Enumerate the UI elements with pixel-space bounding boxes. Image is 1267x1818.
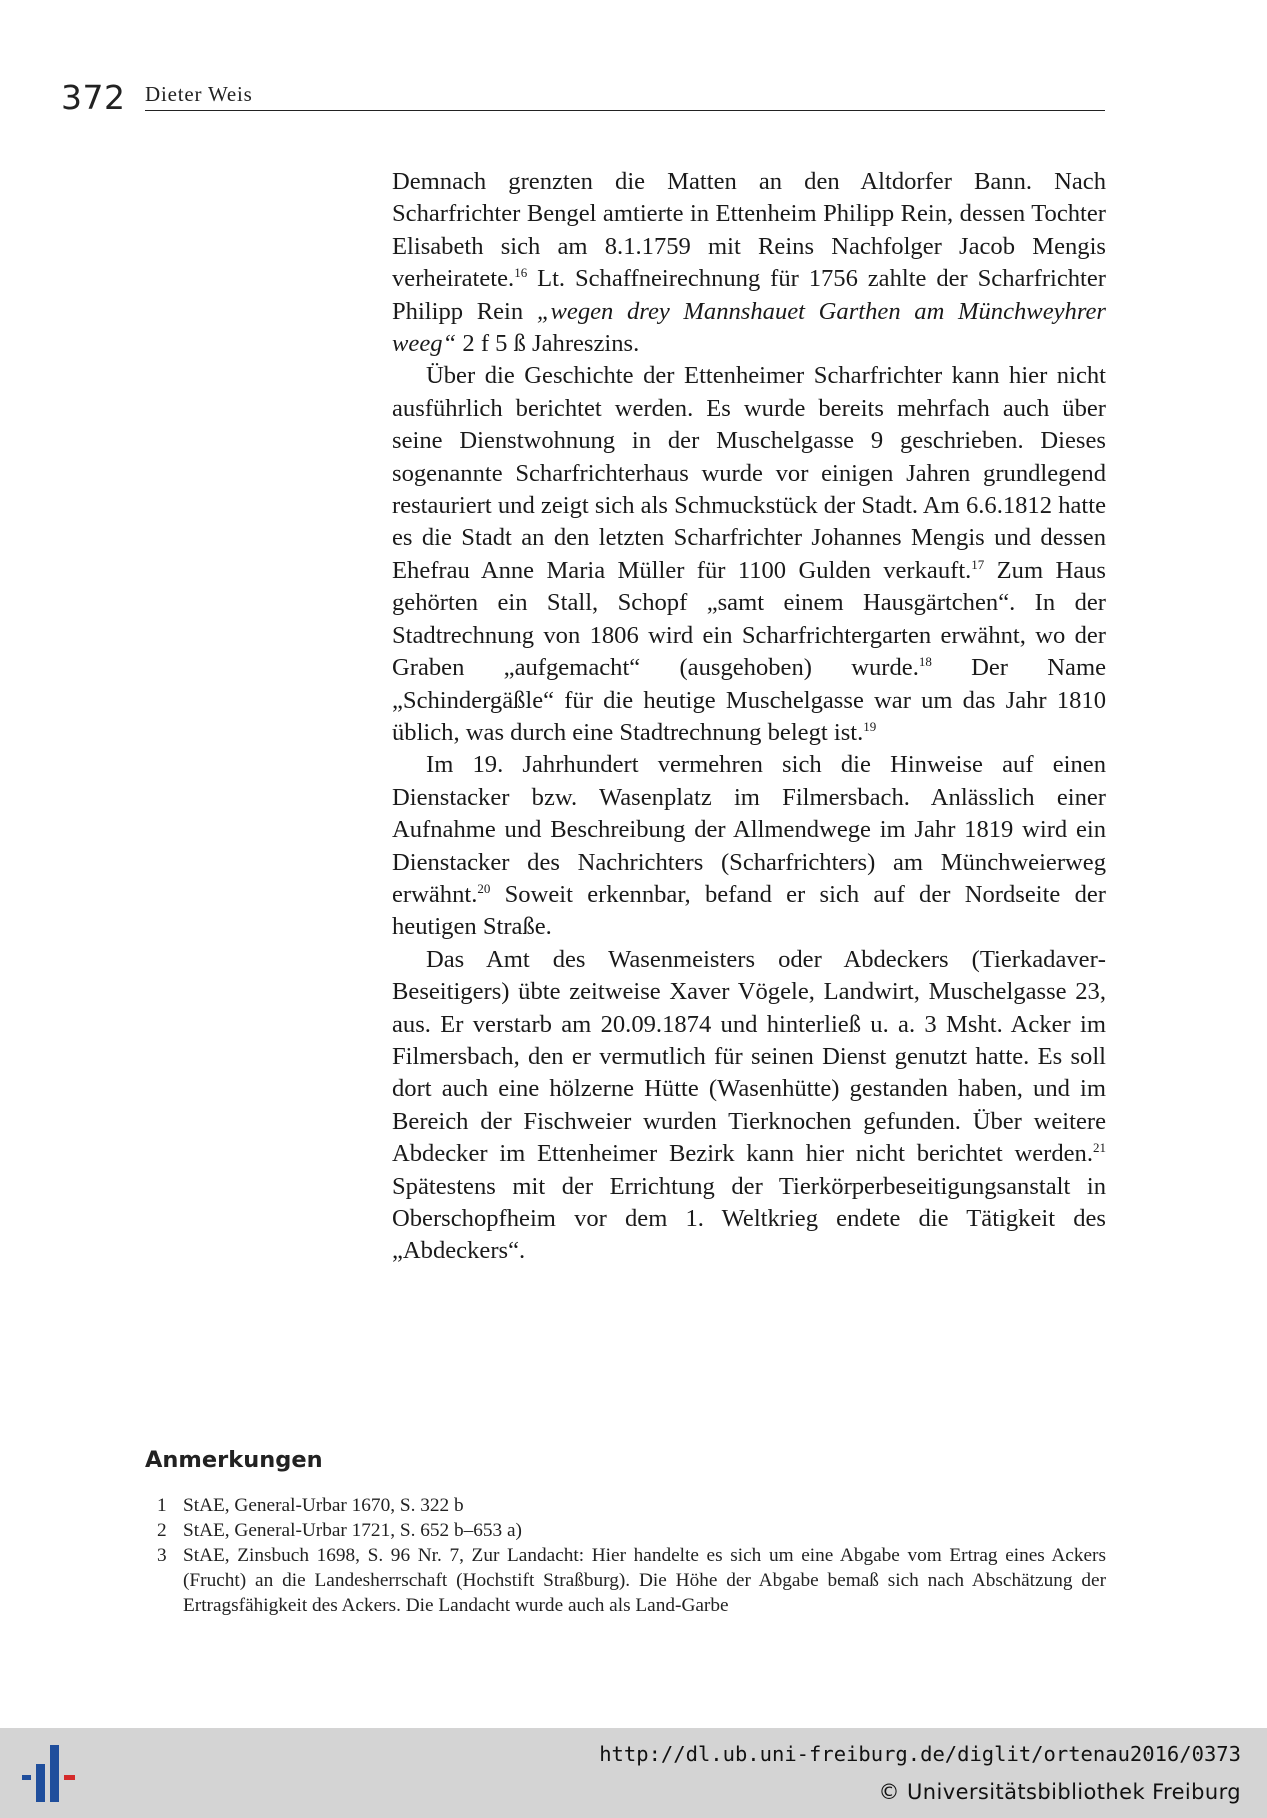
note-text: StAE, Zinsbuch 1698, S. 96 Nr. 7, Zur Landacht: Hier handelte es sich um eine Abgabe vom Ertrag eines Ackers (Frucht) an die Landesherrschaft (Hochstift Straßburg). Die Höhe der Abgabe bemaß sich nach Abschätzung der Ertragsfähigkeit des Ackers. Die Landacht wurde auch als Land-Garbe [183, 1545, 1106, 1616]
ub-freiburg-logo-icon [16, 1739, 82, 1809]
notes-heading: Anmerkungen [145, 1447, 323, 1473]
text-run: Spätestens mit der Errichtung der Tierkörperbeseitigungsanstalt in Oberschopfheim vor dem 1. Weltkrieg endete die Tätigkeit des „Abdeckers“. [392, 1172, 1106, 1265]
notes-list [145, 1493, 1106, 1618]
note-item [145, 1543, 1106, 1618]
quotation: „wegen drey Mannshauet Garthen am Münchweyhrer weeg“ [392, 297, 1106, 358]
text-run: Im 19. Jahrhundert vermehren sich die Hinweise auf einen Dienstacker bzw. Wasenplatz im Filmersbach. Anlässlich einer Aufnahme und Beschreibung der Allmendwege im Jahr 1819 wird ein Dienstacker des Nachrichters (Scharfrichters) am Münchweierweg erwähnt. [392, 751, 1106, 908]
note-number: 2 [157, 1520, 167, 1541]
body-text [392, 166, 1106, 1268]
text-run: Zum Haus gehörten ein Stall, Schopf „samt einem Hausgärtchen“. In der Stadtrechnung von 1806 wird ein Scharfrichtergarten erwähnt, wo der Graben „aufgemacht“ (ausgehoben) wurde. [392, 556, 1106, 682]
text-run: Das Amt des Wasenmeisters oder Abdeckers (TierkadaverBeseitigers) übte zeitweise Xaver Vögele, Landwirt, Muschelgasse 23, aus. Er verstarb am 20.09.1874 und hinterließ u. a. 3 Msht. Acker im Filmersbach, den er vermutlich für seinen Dienst genutzt hatte. Es soll dort auch eine hölzerne Hütte (Wasenhütte) gestanden haben, und im Bereich der Fischweier wurden Tierknochen gefunden. Über weitere Abdecker im Ettenheimer Bezirk kann hier nicht berichtet werden. [392, 945, 1106, 1168]
text-run: Demnach grenzten die Matten an den Altdorfer Bann. Nach Scharfrichter Bengel amtierte in Ettenheim Philipp Rein, dessen Tochter Elisabeth sich am 8.1.1759 mit Reins Nachfolger Jacob Mengis verheiratete. [392, 168, 1106, 293]
text-run: Über die Geschichte der Ettenheimer Scharfrichter kann hier nicht ausführlich berichtet werden. Es wurde bereits mehrfach auch über seine Dienstwohnung in der Muschelgasse 9 geschrieben. Dieses sogenannte Scharfrichterhaus wurde vor einigen Jahren grundlegend restauriert und zeigt sich als Schmuckstück der Stadt. Am 6.6.1812 hatte es die Stadt an den letzten Scharfrichter Johannes Mengis und dessen Ehefrau Anne Maria Müller für 1100 Gulden verkauft. [392, 362, 1106, 584]
note-text: StAE, General-Urbar 1721, S. 652 b–653 a) [183, 1520, 522, 1541]
paragraph-4 [392, 944, 1106, 1268]
note-number: 3 [157, 1545, 167, 1566]
paragraph-1 [392, 166, 1106, 360]
note-item [145, 1518, 1106, 1543]
note-number: 1 [157, 1495, 167, 1516]
text-run: 2 f 5 ß Jahreszins. [456, 330, 640, 358]
footnote-ref-19[interactable]: 19 [863, 718, 877, 734]
note-item [145, 1493, 1106, 1518]
text-run: Der Name „Schindergäßle“ für die heutige Muschelgasse war um das Jahr 1810 üblich, was durch eine Stadtrechnung belegt ist. [392, 654, 1106, 746]
page-number: 372 [61, 78, 126, 117]
paragraph-3 [392, 749, 1106, 943]
running-head-author: Dieter Weis [145, 82, 253, 106]
footnote-ref-21[interactable]: 21 [1093, 1140, 1106, 1156]
paragraph-2 [392, 360, 1106, 749]
text-run: Lt. Schaffneirechnung für 1756 zahlte der Scharfrichter Philipp Rein [392, 265, 1106, 325]
footnote-ref-20[interactable]: 20 [477, 880, 491, 896]
footnote-ref-16[interactable]: 16 [514, 265, 528, 281]
footnote-ref-18[interactable]: 18 [918, 654, 932, 670]
note-text: StAE, General-Urbar 1670, S. 322 b [183, 1495, 464, 1516]
header-rule [145, 110, 1105, 111]
footnote-ref-17[interactable]: 17 [971, 556, 985, 572]
footer-copyright: © Universitätsbibliothek Freiburg [878, 1780, 1241, 1804]
text-run: Soweit erkennbar, befand er sich auf der Nordseite der heutigen Straße. [392, 880, 1106, 941]
footer-url-link[interactable]: http://dl.ub.uni-freiburg.de/diglit/ortenau2016/0373 [599, 1742, 1241, 1766]
